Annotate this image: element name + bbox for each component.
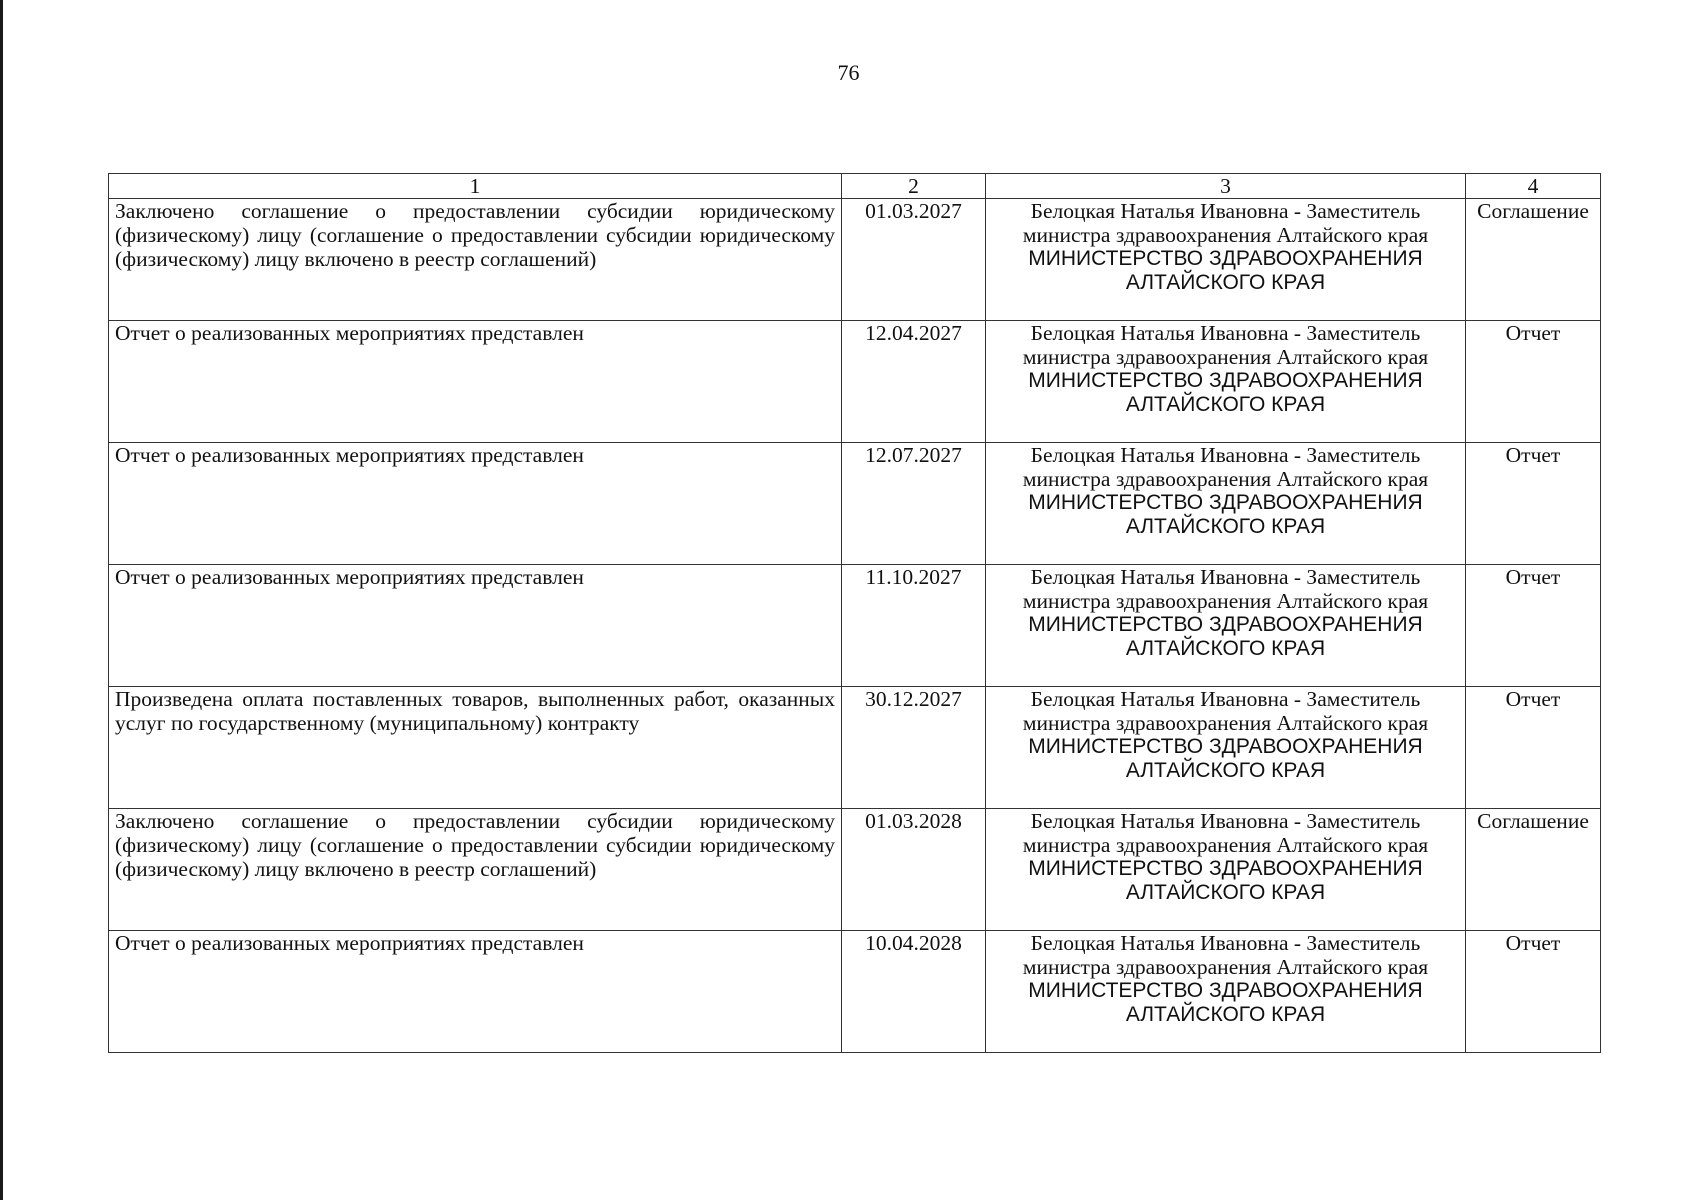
table-row — [109, 931, 1601, 1053]
responsible-cell — [986, 443, 1466, 565]
date-cell: 12.07.2027 — [842, 443, 986, 565]
document-type-cell: Отчет — [1466, 321, 1601, 443]
table-row — [109, 443, 1601, 565]
header-col-3: 3 — [986, 174, 1466, 199]
document-type-cell: Отчет — [1466, 931, 1601, 1053]
header-col-4: 4 — [1466, 174, 1601, 199]
responsible-person: Белоцкая Наталья Ивановна - Заместитель министра здравоохранения Алтайского края — [1022, 199, 1429, 247]
event-cell: Отчет о реализованных мероприятиях представлен — [109, 931, 842, 1053]
table-row — [109, 809, 1601, 931]
document-type-cell: Соглашение — [1466, 199, 1601, 321]
responsible-organization: МИНИСТЕРСТВО ЗДРАВООХРАНЕНИЯ АЛТАЙСКОГО КРАЯ — [1028, 735, 1423, 782]
responsible-organization: МИНИСТЕРСТВО ЗДРАВООХРАНЕНИЯ АЛТАЙСКОГО КРАЯ — [1028, 247, 1423, 294]
responsible-cell — [986, 931, 1466, 1053]
responsible-person: Белоцкая Наталья Ивановна - Заместитель министра здравоохранения Алтайского края — [1022, 931, 1429, 979]
header-col-1: 1 — [109, 174, 842, 199]
responsible-organization: МИНИСТЕРСТВО ЗДРАВООХРАНЕНИЯ АЛТАЙСКОГО КРАЯ — [1028, 857, 1423, 904]
page-number: 76 — [837, 60, 860, 85]
responsible-organization: МИНИСТЕРСТВО ЗДРАВООХРАНЕНИЯ АЛТАЙСКОГО КРАЯ — [1028, 979, 1423, 1026]
event-cell: Отчет о реализованных мероприятиях представлен — [109, 443, 842, 565]
document-type-cell: Отчет — [1466, 565, 1601, 687]
event-cell: Произведена оплата поставленных товаров, выполненных работ, оказанных услуг по государственному (муниципальному) контракту — [109, 687, 842, 809]
table-header-row — [109, 174, 1601, 199]
responsible-cell — [986, 199, 1466, 321]
date-cell: 01.03.2027 — [842, 199, 986, 321]
responsible-organization: МИНИСТЕРСТВО ЗДРАВООХРАНЕНИЯ АЛТАЙСКОГО КРАЯ — [1028, 491, 1423, 538]
responsible-person: Белоцкая Наталья Ивановна - Заместитель министра здравоохранения Алтайского края — [1022, 565, 1429, 613]
table-row — [109, 321, 1601, 443]
date-cell: 10.04.2028 — [842, 931, 986, 1053]
responsible-organization: МИНИСТЕРСТВО ЗДРАВООХРАНЕНИЯ АЛТАЙСКОГО КРАЯ — [1028, 613, 1423, 660]
table-row — [109, 565, 1601, 687]
event-cell: Заключено соглашение о предоставлении субсидии юридическому (физическому) лицу (соглашение о предоставлении субсидии юридическому (физическому) лицу включено в реестр соглашений) — [109, 199, 842, 321]
document-type-cell: Отчет — [1466, 443, 1601, 565]
date-cell: 30.12.2027 — [842, 687, 986, 809]
responsible-cell — [986, 565, 1466, 687]
scan-left-edge — [0, 0, 3, 1200]
event-cell: Отчет о реализованных мероприятиях представлен — [109, 321, 842, 443]
responsible-person: Белоцкая Наталья Ивановна - Заместитель министра здравоохранения Алтайского края — [1022, 809, 1429, 857]
document-type-cell: Отчет — [1466, 687, 1601, 809]
responsible-person: Белоцкая Наталья Ивановна - Заместитель министра здравоохранения Алтайского края — [1022, 443, 1429, 491]
table-row — [109, 199, 1601, 321]
date-cell: 12.04.2027 — [842, 321, 986, 443]
document-type-cell: Соглашение — [1466, 809, 1601, 931]
responsible-person: Белоцкая Наталья Ивановна - Заместитель министра здравоохранения Алтайского края — [1022, 687, 1429, 735]
header-col-2: 2 — [842, 174, 986, 199]
responsible-person: Белоцкая Наталья Ивановна - Заместитель министра здравоохранения Алтайского края — [1022, 321, 1429, 369]
date-cell: 11.10.2027 — [842, 565, 986, 687]
event-cell: Заключено соглашение о предоставлении субсидии юридическому (физическому) лицу (соглашение о предоставлении субсидии юридическому (физическому) лицу включено в реестр соглашений) — [109, 809, 842, 931]
event-cell: Отчет о реализованных мероприятиях представлен — [109, 565, 842, 687]
responsible-cell — [986, 687, 1466, 809]
responsible-organization: МИНИСТЕРСТВО ЗДРАВООХРАНЕНИЯ АЛТАЙСКОГО КРАЯ — [1028, 369, 1423, 416]
responsible-cell — [986, 321, 1466, 443]
table-row — [109, 687, 1601, 809]
date-cell: 01.03.2028 — [842, 809, 986, 931]
document-table — [108, 173, 1601, 1053]
responsible-cell — [986, 809, 1466, 931]
